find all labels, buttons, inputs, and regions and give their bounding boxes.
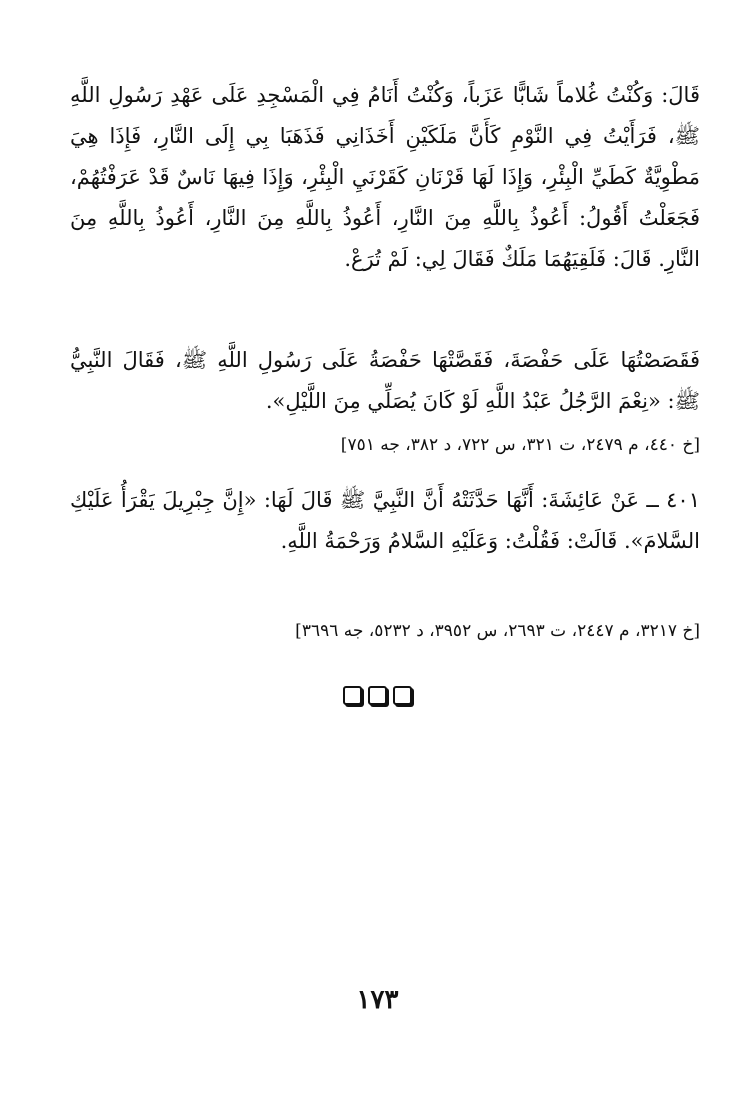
paragraph-hadith-continuation: قَالَ: وَكُنْتُ غُلاماً شَابًّا عَزَباً، وَكُنْتُ أَنَامُ فِي الْمَسْجِدِ عَلَى عَهْدِ رَسُولِ اللَّهِ ﷺ، فَرَأَيْتُ فِي النَّوْمِ كَأَنَّ مَلَكَيْنِ أَخَذَانِي فَذَهَبَا بِي إِلَى النَّارِ، فَإِذَا هِيَ مَطْوِيَّةٌ كَطَيِّ الْبِئْرِ، وَإِذَا لَهَا قَرْنَانِ كَقَرْنَيِ الْبِئْرِ، وَإِذَا فِيهَا نَاسٌ قَدْ عَرَفْتُهُمْ، فَجَعَلْتُ أَقُولُ: أَعُوذُ بِاللَّهِ مِنَ النَّارِ، أَعُوذُ بِاللَّهِ مِنَ النَّارِ، أَعُوذُ بِاللَّهِ مِنَ النَّارِ. قَالَ: فَلَقِيَهُمَا مَلَكٌ فَقَالَ لِي: لَمْ تُرَعْ.	[70, 83, 700, 271]
reference-citation-1: [خ ٤٤٠، م ٢٤٧٩، ت ٣٢١، س ٧٢٢، د ٣٨٢، جه ٧٥١]	[340, 435, 700, 455]
reference-citation-2: [خ ٣٢١٧، م ٢٤٤٧، ت ٢٦٩٣، س ٣٩٥٢، د ٥٢٣٢، جه ٣٦٩٦]	[295, 621, 700, 641]
page-number: ١٧٣	[356, 985, 399, 1015]
square-ornament-icon	[368, 686, 387, 705]
square-ornament-icon	[393, 686, 412, 705]
paragraph-hadith-401: ٤٠١ ــ عَنْ عَائِشَةَ: أَنَّهَا حَدَّثَتْهُ أَنَّ النَّبِيَّ ﷺ قَالَ لَهَا: «إِنَّ جِبْرِيلَ يَقْرَأُ عَلَيْكِ السَّلامَ». قَالَتْ: فَقُلْتُ: وَعَلَيْهِ السَّلامُ وَرَحْمَةُ اللَّهِ.	[70, 488, 700, 553]
paragraph-hafsa-narration: فَقَصَصْتُهَا عَلَى حَفْصَةَ، فَقَصَّتْهَا حَفْصَةُ عَلَى رَسُولِ اللَّهِ ﷺ، فَقَالَ النَّبِيُّ ﷺ: «نِعْمَ الرَّجُلُ عَبْدُ اللَّهِ لَوْ كَانَ يُصَلِّي مِنَ اللَّيْلِ».	[70, 348, 700, 413]
section-divider-squares	[0, 686, 755, 705]
square-ornament-icon	[343, 686, 362, 705]
